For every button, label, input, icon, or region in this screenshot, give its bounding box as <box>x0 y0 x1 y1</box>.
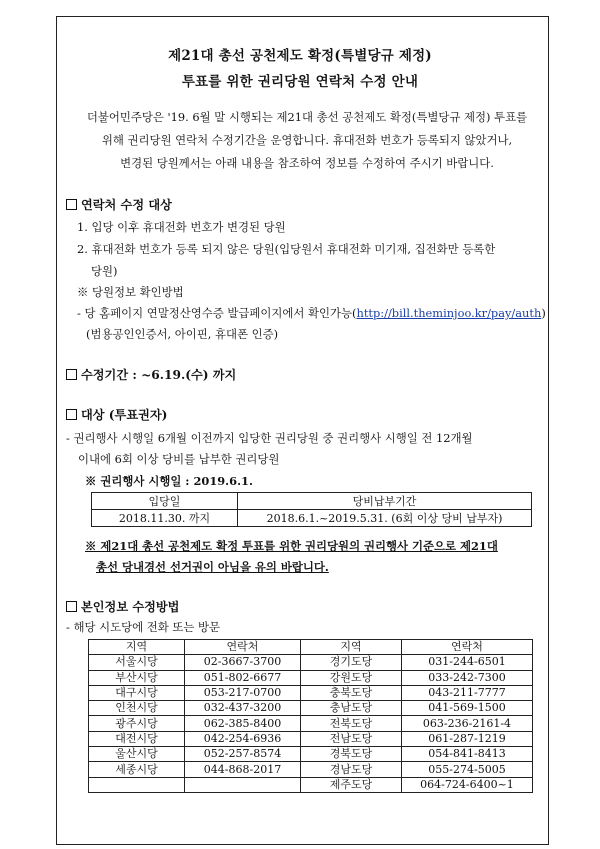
table-cell: 043-211-7777 <box>402 685 533 700</box>
table-cell: 대구시당 <box>89 685 185 700</box>
table-cell: 061-287-1219 <box>402 731 533 746</box>
table-cell: 041-569-1500 <box>402 701 533 716</box>
table-cell: 경남도당 <box>301 762 402 777</box>
checkbox-square-icon <box>66 199 77 210</box>
table-cell: 2018.6.1.~2019.5.31. (6회 이상 당비 납부자) <box>238 510 532 527</box>
table-cell: 울산시당 <box>89 747 185 762</box>
table-cell: 053-217-0700 <box>185 685 301 700</box>
table-cell: 전남도당 <box>301 731 402 746</box>
table-cell: 062-385-8400 <box>185 716 301 731</box>
table-cell <box>185 777 301 792</box>
eligible-line-2: 이내에 6회 이상 당비를 납부한 권리당원 <box>78 452 280 466</box>
table-cell: 제주도당 <box>301 777 402 792</box>
table-row <box>89 655 533 670</box>
eligible-line-1: - 권리행사 시행일 6개월 이전까지 입당한 권리당원 중 권리행사 시행일 전 12개월 <box>66 431 473 445</box>
intro-line-3: 변경된 당원께서는 아래 내용을 참조하여 정보를 수정하여 주시기 바랍니다. <box>120 156 494 170</box>
table-cell <box>89 777 185 792</box>
exercise-date: ※ 권리행사 시행일 : 2019.6.1. <box>85 474 253 488</box>
table-row <box>89 701 533 716</box>
table-cell: 051-802-6677 <box>185 670 301 685</box>
intro-line-1: 더불어민주당은 '19. 6월 말 시행되는 제21대 총선 공천제도 확정(특별당규 제정) 투표를 <box>86 110 528 124</box>
table-row <box>89 685 533 700</box>
table-row <box>89 670 533 685</box>
table-cell: 충남도당 <box>301 701 402 716</box>
table-cell: 064-724-6400~1 <box>402 777 533 792</box>
table-cell: 054-841-8413 <box>402 747 533 762</box>
title-line-1: 제21대 총선 공천제도 확정(특별당규 제정) <box>168 48 432 64</box>
table-cell: 02-3667-3700 <box>185 655 301 670</box>
member-info-check-line: - 당 홈페이지 연말정산영수증 발급페이지에서 확인가능(http://bill.theminjoo.kr/pay/auth) <box>77 306 546 320</box>
table-cell: 042-254-6936 <box>185 731 301 746</box>
checkbox-square-icon <box>66 369 77 380</box>
target-item-1: 1. 입당 이후 휴대전화 번호가 변경된 당원 <box>77 220 286 234</box>
table-header-cell: 지역 <box>89 640 185 655</box>
receipt-page-link[interactable]: http://bill.theminjoo.kr/pay/auth <box>356 306 542 320</box>
table-cell: 세종시당 <box>89 762 185 777</box>
table-cell: 부산시당 <box>89 670 185 685</box>
table-cell: 충북도당 <box>301 685 402 700</box>
target-item-2: 2. 휴대전화 번호가 등록 되지 않은 당원(입당원서 휴대전화 미기재, 집전화만 등록한 <box>77 242 496 256</box>
table-cell: 063-236-2161-4 <box>402 716 533 731</box>
member-info-check-heading: ※ 당원정보 확인방법 <box>77 285 184 299</box>
checkbox-square-icon <box>66 601 77 612</box>
table-row <box>92 510 532 527</box>
section-period-heading: 수정기간 : ~6.19.(수) 까지 <box>66 366 236 383</box>
contact-table <box>88 639 533 793</box>
section-contact-target-heading: 연락처 수정 대상 <box>66 196 172 213</box>
table-cell: 서울시당 <box>89 655 185 670</box>
section-eligible-heading: 대상 (투표권자) <box>66 406 167 423</box>
table-row <box>89 762 533 777</box>
table-header-cell: 지역 <box>301 640 402 655</box>
table-row <box>89 731 533 746</box>
table-cell: 강원도당 <box>301 670 402 685</box>
checkbox-square-icon <box>66 409 77 420</box>
table-header-row <box>92 493 532 510</box>
table-cell: 044-868-2017 <box>185 762 301 777</box>
warning-line-1: ※ 제21대 총선 공천제도 확정 투표를 위한 권리당원의 권리행사 기준으로 제21대 <box>85 539 498 553</box>
table-cell: 경북도당 <box>301 747 402 762</box>
title-line-2: 투표를 위한 권리당원 연락처 수정 안내 <box>181 74 419 90</box>
table-header-cell: 입당일 <box>92 493 238 510</box>
table-cell: 033-242-7300 <box>402 670 533 685</box>
table-cell: 인천시당 <box>89 701 185 716</box>
table-row <box>89 716 533 731</box>
table-cell: 031-244-6501 <box>402 655 533 670</box>
table-cell: 전북도당 <box>301 716 402 731</box>
section-method-heading: 본인정보 수정방법 <box>66 598 179 615</box>
target-item-2-cont: 당원) <box>91 264 118 278</box>
table-cell: 경기도당 <box>301 655 402 670</box>
table-cell: 2018.11.30. 까지 <box>92 510 238 527</box>
eligibility-table <box>91 492 532 527</box>
table-header-cell: 당비납부기간 <box>238 493 532 510</box>
intro-line-2: 위해 권리당원 연락처 수정기간을 운영합니다. 휴대전화 번호가 등록되지 않았거나, <box>101 133 513 147</box>
table-header-row <box>89 640 533 655</box>
table-cell: 055-274-5005 <box>402 762 533 777</box>
warning-line-2: 총선 당내경선 선거권이 아님을 유의 바랍니다. <box>96 560 329 574</box>
table-cell: 052-257-8574 <box>185 747 301 762</box>
table-header-cell: 연락처 <box>185 640 301 655</box>
table-cell: 광주시당 <box>89 716 185 731</box>
table-cell: 032-437-3200 <box>185 701 301 716</box>
table-header-cell: 연락처 <box>402 640 533 655</box>
method-line-1: - 해당 시도당에 전화 또는 방문 <box>66 620 220 634</box>
table-cell: 대전시당 <box>89 731 185 746</box>
table-row <box>89 747 533 762</box>
table-row <box>89 777 533 792</box>
auth-methods: (범용공인인증서, 아이핀, 휴대폰 인증) <box>86 327 279 341</box>
